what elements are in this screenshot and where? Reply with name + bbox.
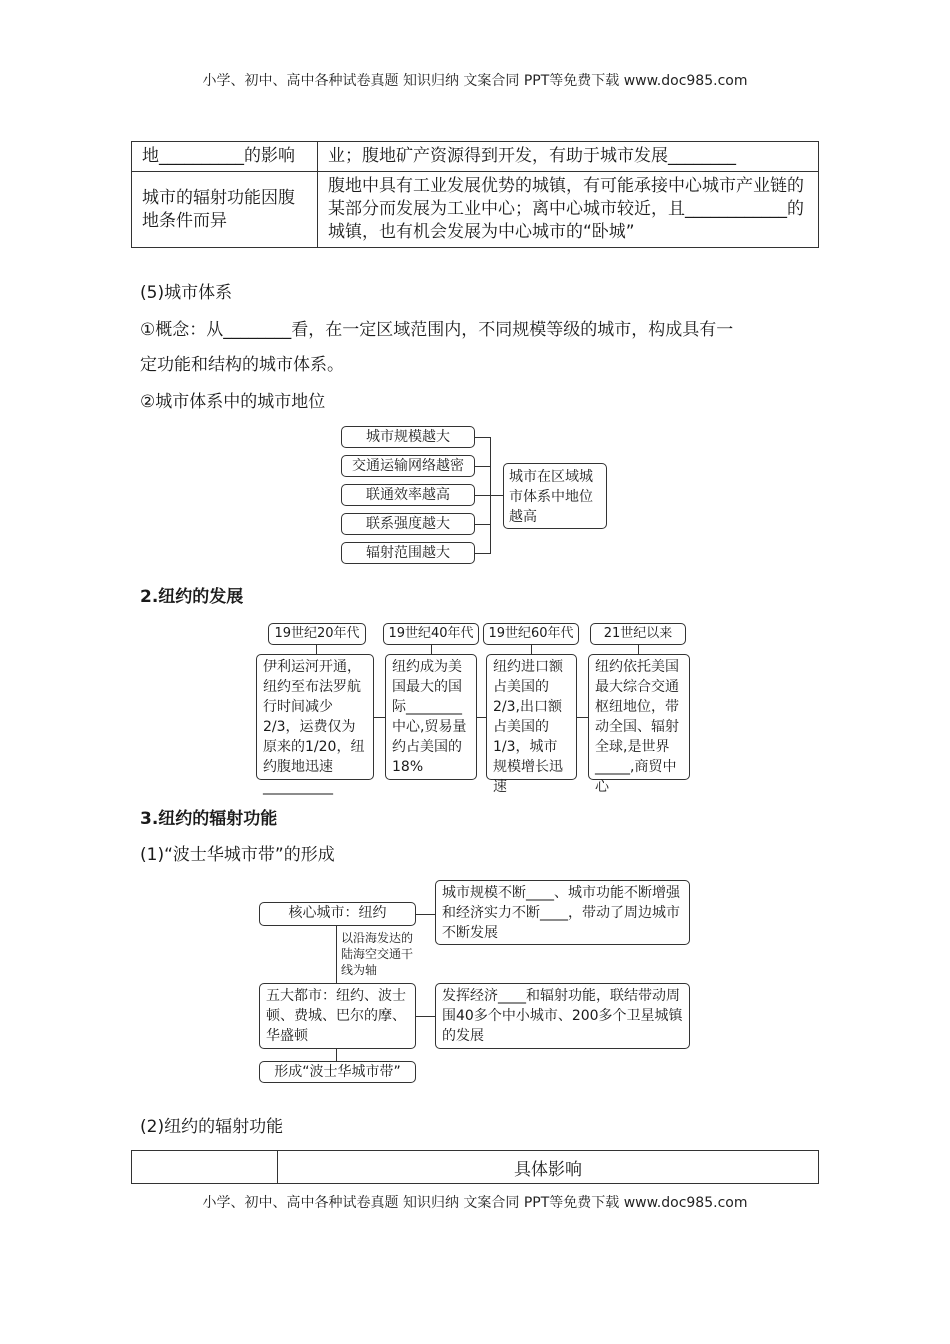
table-cell: 业；腹地矿产资源得到开发，有助于城市发展________ [318, 142, 819, 172]
factor-box: 辐射范围越大 [341, 542, 475, 564]
period-box: 伊利运河开通，纽约至布法罗航行时间减少2/3，运费仅为原来的1/20，纽约腹地迅速__________ [256, 654, 374, 780]
period-label: 19世纪40年代 [383, 623, 479, 645]
page-footer: 小学、初中、高中各种试卷真题 知识归纳 文案合同 PPT等免费下载 www.doc985.com [202, 1195, 748, 1211]
radiation-table [131, 141, 819, 248]
period-box: 纽约进口额占美国的2/3,出口额占美国的1/3，城市规模增长迅速 [486, 654, 577, 780]
period-box: 纽约成为美国最大的国际________中心,贸易量约占美国的18% [385, 654, 477, 780]
table-header: 具体影响 [278, 1151, 819, 1184]
subsection-title: (2)纽约的辐射功能 [140, 1117, 284, 1137]
table-cell: 地__________的影响 [132, 142, 318, 172]
table-cell: 城市的辐射功能因腹地条件而异 [132, 172, 318, 248]
table-row [132, 142, 819, 172]
result-box: 城市在区域城市体系中地位越高 [503, 463, 607, 529]
factor-box: 联系强度越大 [341, 513, 475, 535]
table-row [132, 172, 819, 248]
concept-text: ①概念：从________看，在一定区域范围内，不同规模等级的城市，构成具有一 [140, 320, 734, 340]
core-desc-box: 城市规模不断____、城市功能不断增强和经济实力不断____，带动了周边城市不断发展 [435, 880, 690, 945]
table-cell [132, 1151, 278, 1184]
period-label: 21世纪以来 [590, 623, 686, 645]
axis-label: 以沿海发达的陆海空交通干线为轴 [341, 931, 414, 977]
section-title: 3.纽约的辐射功能 [140, 809, 278, 829]
factor-box: 城市规模越大 [341, 426, 475, 448]
concept-text-2: 定功能和结构的城市体系。 [140, 355, 344, 375]
radiation-function-table [131, 1150, 819, 1184]
period-label: 19世纪60年代 [483, 623, 579, 645]
five-cities-box: 五大都市：纽约、波士顿、费城、巴尔的摩、华盛顿 [259, 983, 416, 1049]
subsection-title: (1)“波士华城市带”的形成 [140, 845, 335, 865]
table-cell: 腹地中具有工业发展优势的城镇，有可能承接中心城市产业链的某部分而发展为工业中心；离中心城市较近，且____________的城镇，也有机会发展为中心城市的“卧城” [318, 172, 819, 248]
period-box: 纽约依托美国最大综合交通枢纽地位，带动全国、辐射全球,是世界_____,商贸中心 [588, 654, 690, 780]
page-header: 小学、初中、高中各种试卷真题 知识归纳 文案合同 PPT等免费下载 www.doc985.com [202, 73, 748, 89]
factor-box: 交通运输网络越密 [341, 455, 475, 477]
five-desc-box: 发挥经济____和辐射功能，联结带动周围40多个中小城市、200多个卫星城镇的发展 [435, 983, 690, 1049]
position-title: ②城市体系中的城市地位 [140, 392, 326, 412]
section-title: (5)城市体系 [140, 283, 233, 303]
core-city-box: 核心城市：纽约 [259, 902, 416, 926]
factor-box: 联通效率越高 [341, 484, 475, 506]
period-label: 19世纪20年代 [268, 623, 366, 645]
table-row [132, 1151, 819, 1184]
form-box: 形成“波士华城市带” [259, 1061, 416, 1083]
section-title: 2.纽约的发展 [140, 587, 244, 607]
